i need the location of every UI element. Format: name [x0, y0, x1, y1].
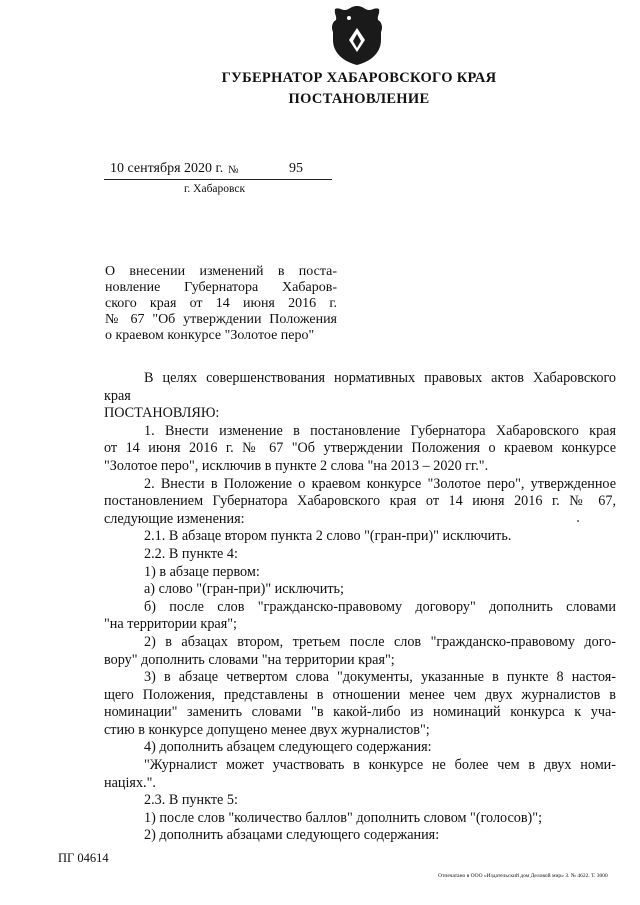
- paragraph: [104, 669, 616, 739]
- paragraph: [104, 423, 616, 476]
- coat-of-arms-emblem: [329, 4, 385, 66]
- paragraph-line: следующие изменения:: [104, 510, 245, 527]
- paragraph: [104, 634, 616, 669]
- paragraph-line: 2. Внести в Положение о краевом конкурсе "Золотое перо", утвержденное: [144, 475, 616, 492]
- paragraph-line: 2) в абзацах втором, третьем после слов "гражданско-правовому дого-: [144, 633, 616, 650]
- city: г. Хабаровск: [184, 183, 246, 195]
- paragraph-line: щего Положения, представлены в отношении менее чем двух журналистов в: [104, 686, 616, 703]
- paragraph-line: націях.".: [104, 774, 156, 791]
- document-type: ПОСТАНОВЛЕНИЕ: [288, 91, 430, 107]
- paragraph: [104, 757, 616, 792]
- document-subject: [105, 264, 337, 344]
- printer-imprint: Отпечатано в ООО «Издательский дом Деловой мир» З. № 4622. Т. 3000: [438, 873, 608, 879]
- subject-line: ского края от 14 июня 2016 г.: [105, 296, 337, 311]
- document-number: 95: [289, 161, 303, 176]
- paragraph: а) слово "(гран-при)" исключить;: [144, 581, 344, 598]
- preamble-line: края: [104, 387, 131, 404]
- paragraph: 2.1. В абзаце втором пункта 2 слово "(гран-при)" исключить.: [144, 528, 512, 545]
- resolve-word: ПОСТАНОВЛЯЮ:: [104, 405, 220, 422]
- paragraph-line: от 14 июня 2016 г. № 67 "Об утверждении Положения о краевом конкурсе: [104, 440, 616, 457]
- paragraph-line: 3) в абзаце четвертом слова "документы, указанные в пункте 8 настоя-: [144, 669, 616, 686]
- paragraph: 1) после слов "количество баллов" дополнить словом "(голосов)";: [144, 809, 543, 826]
- paragraph-line: вору" дополнить словами "на территории края";: [104, 651, 395, 668]
- document-body: [104, 370, 616, 845]
- paragraph-line: "Золотое перо", исключив в пункте 2 слова "на 2013 – 2020 гг.".: [104, 457, 489, 474]
- paragraph-line: номинации" заменить словами "в какой-либо из номинаций конкурса к уча-: [104, 704, 616, 721]
- subject-line: новление Губернатора Хабаров-: [105, 280, 337, 295]
- document-code: ПГ 04614: [58, 851, 109, 865]
- paragraph: 1) в абзаце первом:: [144, 563, 260, 580]
- paragraph-line: постановлением Губернатора Хабаровского края от 14 июня 2016 г. № 67,: [104, 493, 616, 510]
- preamble-line: В целях совершенствования нормативных правовых актов Хабаровского: [144, 370, 616, 386]
- preamble: [104, 370, 616, 405]
- paragraph: 2) дополнить абзацами следующего содержания:: [144, 827, 440, 844]
- subject-line: № 67 "Об утверждении Положения: [105, 312, 337, 327]
- number-label: №: [228, 164, 239, 176]
- document-date: 10 сентября 2020 г.: [110, 161, 224, 176]
- paragraph-line: б) после слов "гражданско-правовому договору" дополнить словами: [144, 598, 616, 615]
- subject-line: О внесении изменений в поста-: [105, 264, 337, 279]
- paragraph: [104, 476, 616, 529]
- paragraph-line: "Журналист может участвовать в конкурсе не более чем в двух номи-: [144, 757, 616, 774]
- authority-title: ГУБЕРНАТОР ХАБАРОВСКОГО КРАЯ: [221, 70, 497, 86]
- paragraph: 2.2. В пункте 4:: [144, 545, 238, 562]
- paragraph: 2.3. В пункте 5:: [144, 792, 238, 809]
- paragraph: 4) дополнить абзацем следующего содержания:: [144, 739, 432, 756]
- subject-line: о краевом конкурсе "Золотое перо": [105, 328, 315, 343]
- paragraph-line: "на территории края";: [104, 616, 237, 633]
- paragraph-line: стию в конкурсе допущено менее двух журналистов";: [104, 721, 430, 738]
- date-number-line: [104, 161, 332, 180]
- paragraph-line: 1. Внести изменение в постановление Губернатора Хабаровского края: [144, 422, 616, 439]
- paragraph: [104, 599, 616, 634]
